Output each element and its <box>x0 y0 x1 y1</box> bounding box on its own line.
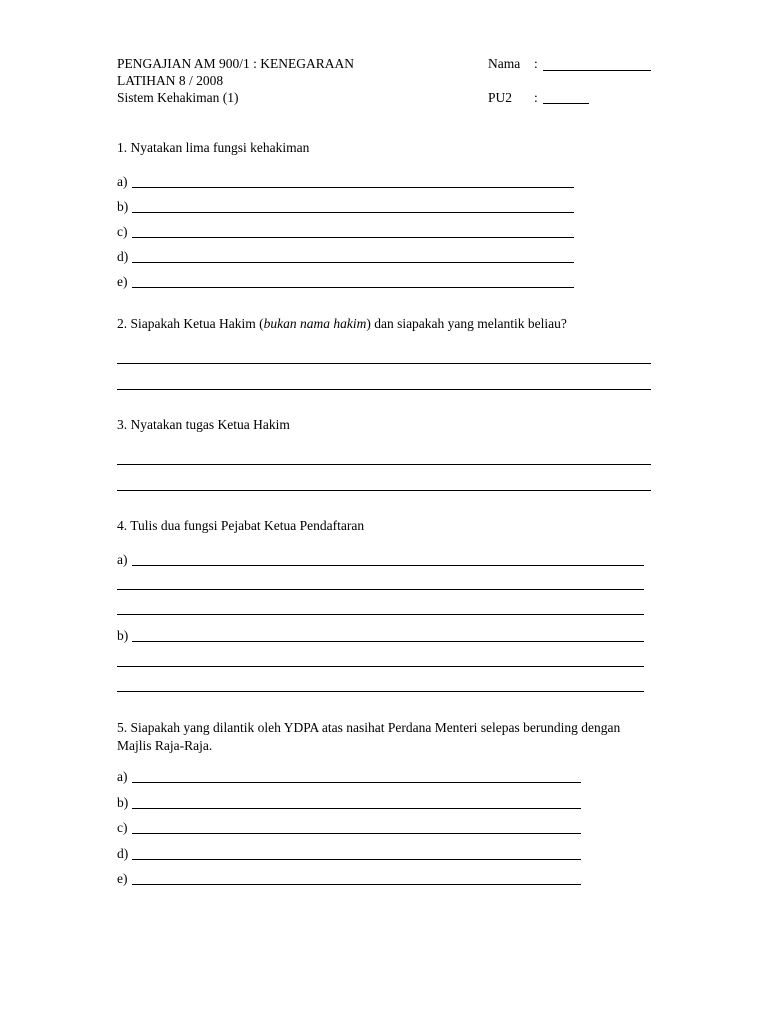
q5-item-label: c) <box>117 820 128 835</box>
question-1: 1. Nyatakan lima fungsi kehakiman <box>117 140 310 155</box>
q1-answer-line[interactable] <box>132 237 574 238</box>
q4-item-label: b) <box>117 628 129 643</box>
q1-item-label: b) <box>117 199 129 214</box>
q5-item-label: a) <box>117 769 128 784</box>
question-2 <box>117 317 567 331</box>
exercise-title: LATIHAN 8 / 2008 <box>117 73 224 88</box>
question-2-prefix: 2. Siapakah Ketua Hakim ( <box>117 316 264 331</box>
class-field[interactable] <box>543 103 589 104</box>
q4-item-label: a) <box>117 552 128 567</box>
q1-answer-line[interactable] <box>132 187 574 188</box>
q1-item-label: c) <box>117 224 128 239</box>
name-field[interactable] <box>543 70 651 71</box>
q1-answer-line[interactable] <box>132 212 574 213</box>
q4-answer-line[interactable] <box>132 565 644 566</box>
q5-answer-line[interactable] <box>132 884 581 885</box>
q3-answer-line[interactable] <box>117 464 651 465</box>
q1-item-label: e) <box>117 274 128 289</box>
q5-answer-line[interactable] <box>132 833 581 834</box>
q5-item-label: e) <box>117 871 128 886</box>
q4-answer-line[interactable] <box>117 666 644 667</box>
question-5: 5. Siapakah yang dilantik oleh YDPA atas nasihat Perdana Menteri selepas berunding dengan Majlis Raja-Raja. <box>117 720 621 754</box>
q3-answer-line[interactable] <box>117 490 651 491</box>
q4-answer-line[interactable] <box>117 589 644 590</box>
name-label: Nama <box>488 56 521 71</box>
q1-answer-line[interactable] <box>132 287 574 288</box>
topic-title: Sistem Kehakiman (1) <box>117 90 239 105</box>
q2-answer-line[interactable] <box>117 389 651 390</box>
q2-answer-line[interactable] <box>117 363 651 364</box>
q5-answer-line[interactable] <box>132 782 581 783</box>
q5-item-label: b) <box>117 795 129 810</box>
q5-answer-line[interactable] <box>132 808 581 809</box>
class-colon: : <box>534 90 538 105</box>
question-4: 4. Tulis dua fungsi Pejabat Ketua Pendaftaran <box>117 518 365 533</box>
course-title: PENGAJIAN AM 900/1 : KENEGARAAN <box>117 56 355 71</box>
q4-answer-line[interactable] <box>117 691 644 692</box>
question-2-suffix: ) dan siapakah yang melantik beliau? <box>366 316 567 331</box>
question-3: 3. Nyatakan tugas Ketua Hakim <box>117 417 290 432</box>
question-2-emphasis: bukan nama hakim <box>263 316 367 331</box>
q1-item-label: a) <box>117 174 128 189</box>
class-label: PU2 <box>488 90 513 105</box>
q1-answer-line[interactable] <box>132 262 574 263</box>
q4-answer-line[interactable] <box>117 614 644 615</box>
q4-answer-line[interactable] <box>132 641 644 642</box>
q1-item-label: d) <box>117 249 129 264</box>
q5-item-label: d) <box>117 846 129 861</box>
q5-answer-line[interactable] <box>132 859 581 860</box>
name-colon: : <box>534 56 538 71</box>
